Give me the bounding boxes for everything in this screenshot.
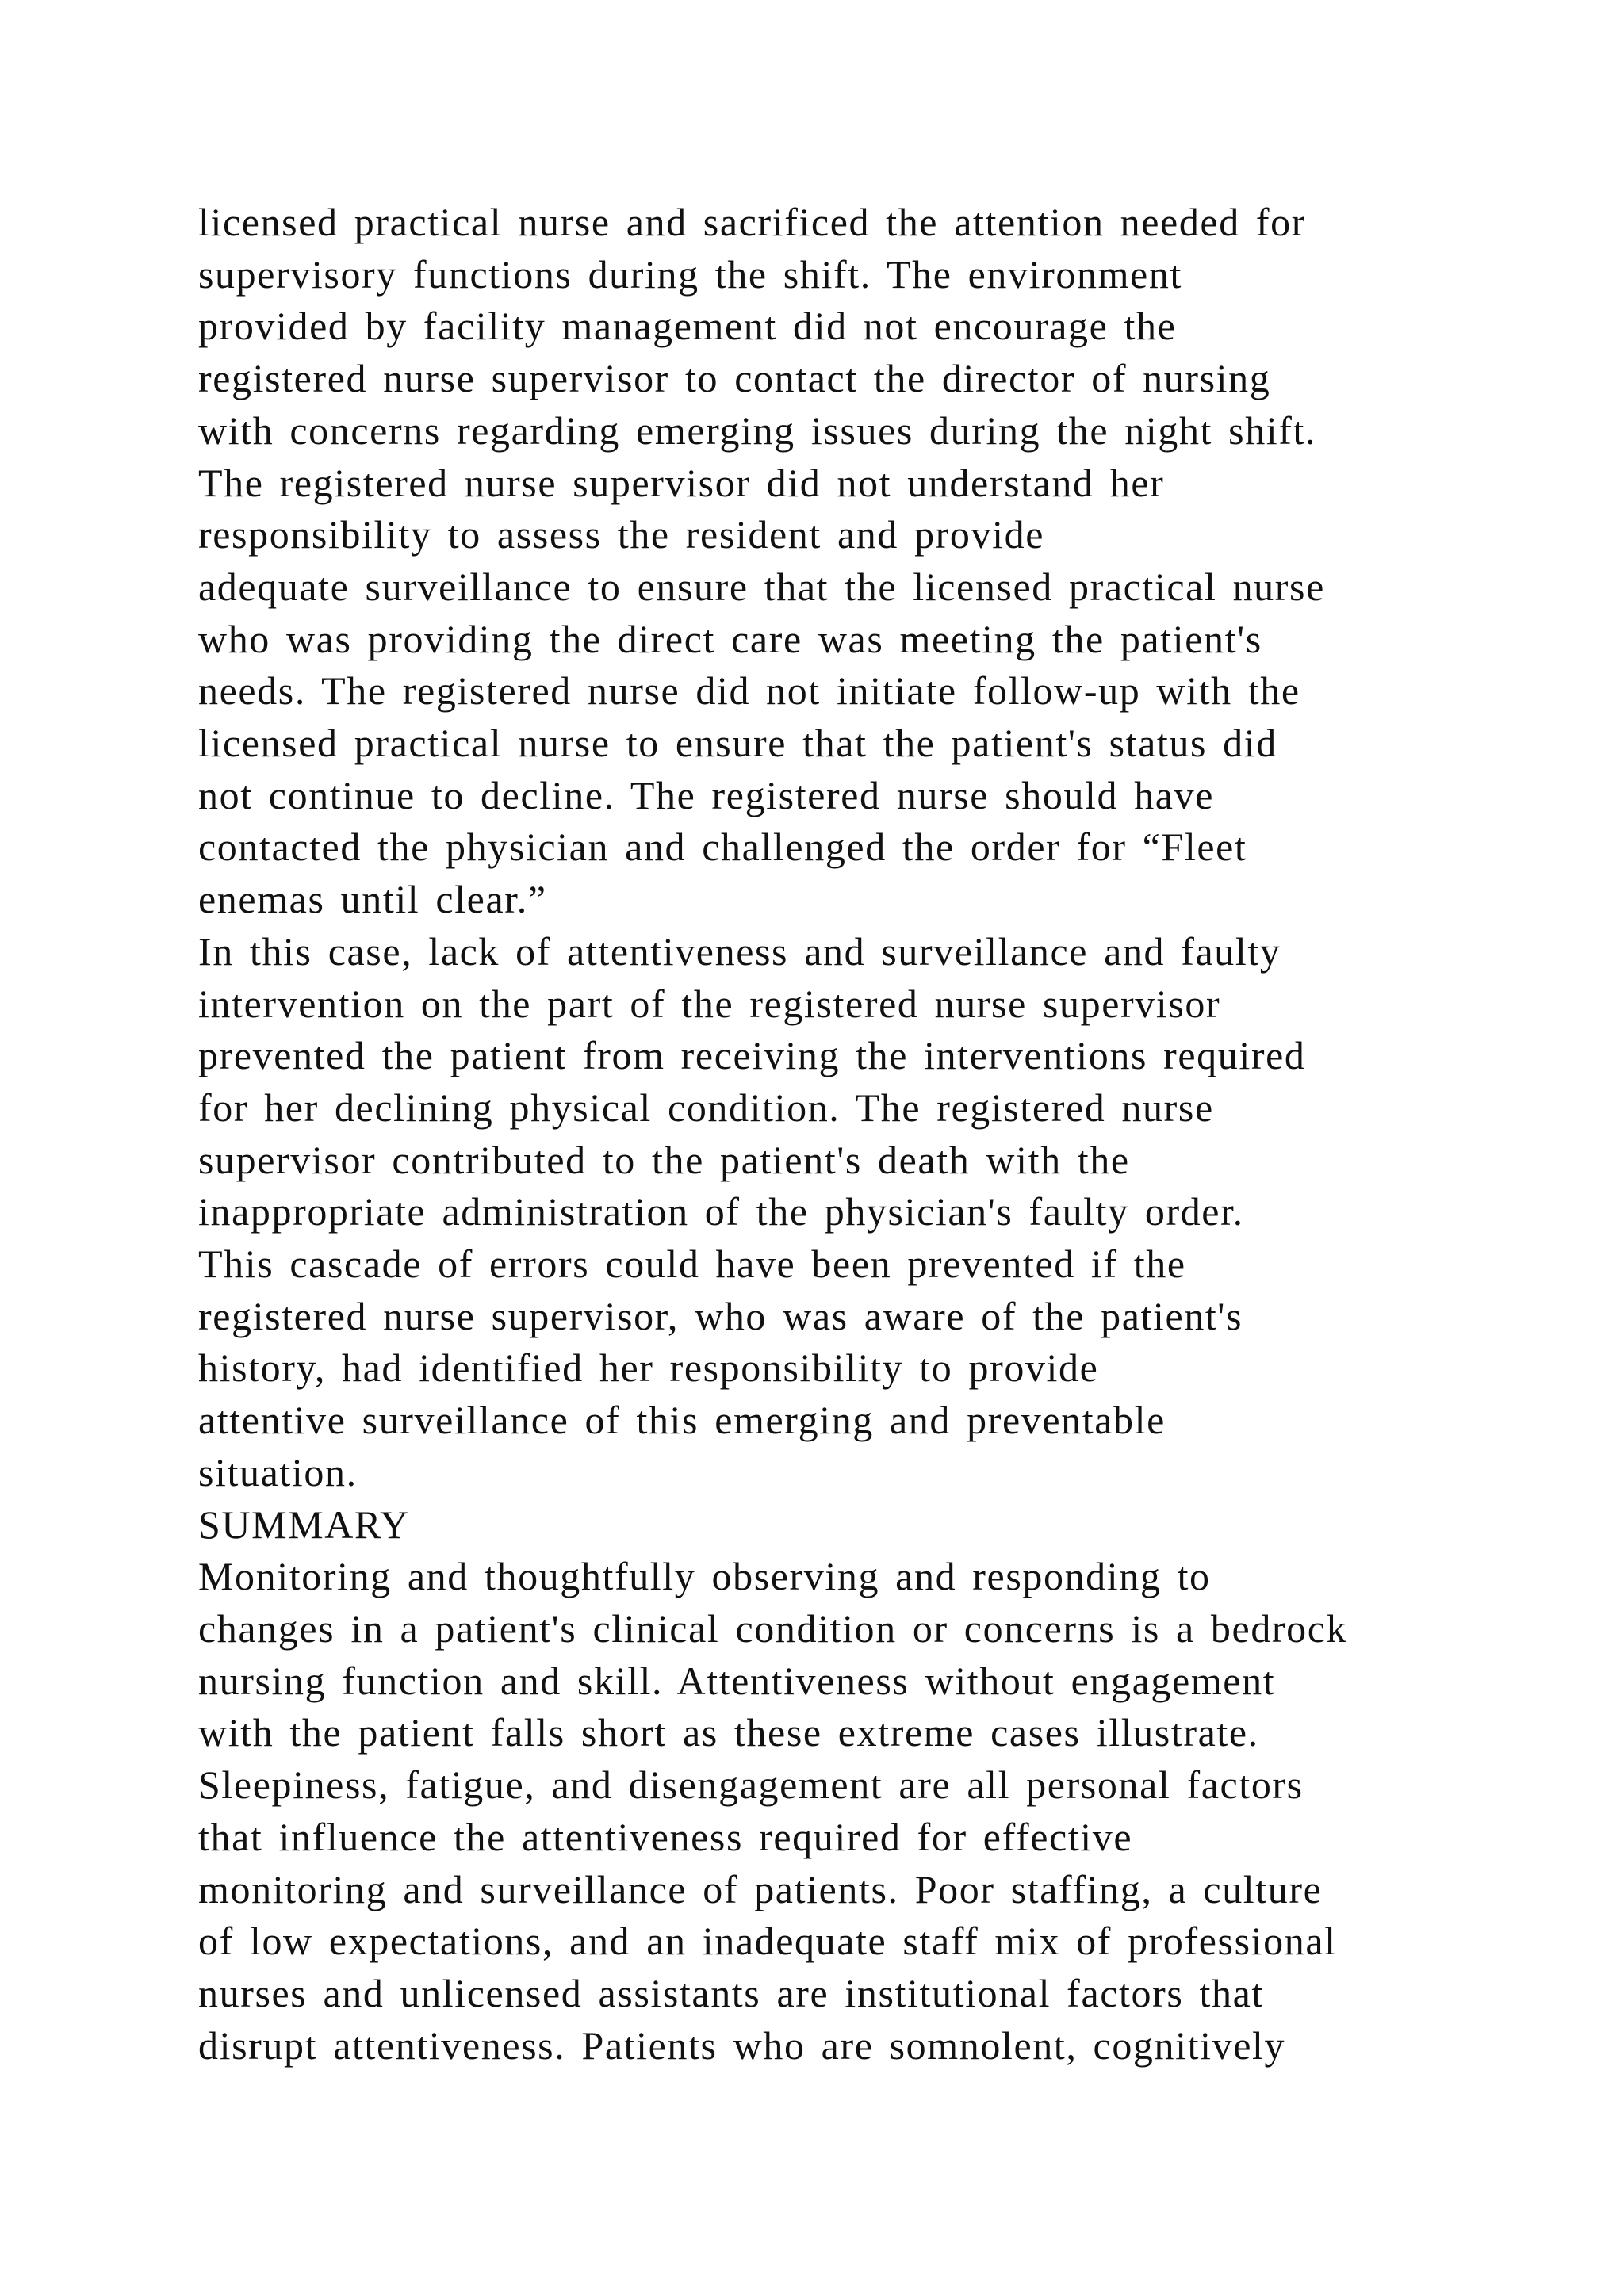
text-line: for her declining physical condition. The registered nurse [198,1085,1214,1130]
text-line: who was providing the direct care was meeting the patient's [198,616,1262,661]
text-line: intervention on the part of the registered nurse supervisor [198,981,1221,1026]
text-line: disrupt attentiveness. Patients who are somnolent, cognitively [198,2022,1286,2068]
text-line: needs. The registered nurse did not initiate follow-up with the [198,668,1300,714]
section-heading: SUMMARY [198,1502,410,1547]
text-line: In this case, lack of attentiveness and surveillance and faulty [198,928,1281,974]
text-line: that influence the attentiveness required for effective [198,1814,1133,1859]
text-line: situation. [198,1449,358,1494]
text-line: Monitoring and thoughtfully observing and responding to [198,1554,1211,1599]
text-line: The registered nurse supervisor did not understand her [198,460,1165,505]
text-line: supervisor contributed to the patient's death with the [198,1137,1130,1182]
text-line: provided by facility management did not encourage the [198,304,1177,349]
text-line: registered nurse supervisor to contact the director of nursing [198,356,1271,401]
text-line: prevented the patient from receiving the interventions required [198,1033,1306,1078]
text-line: inappropriate administration of the physician's faulty order. [198,1189,1244,1234]
text-line: nurses and unlicensed assistants are institutional factors that [198,1970,1264,2015]
text-line: responsibility to assess the resident and provide [198,512,1045,557]
text-line: Sleepiness, fatigue, and disengagement are all personal factors [198,1762,1304,1808]
body-text [198,197,1546,2072]
text-line: not continue to decline. The registered nurse should have [198,772,1214,817]
text-line: enemas until clear.” [198,877,547,922]
text-line: with the patient falls short as these extreme cases illustrate. [198,1710,1259,1755]
text-line: of low expectations, and an inadequate staff mix of professional [198,1919,1337,1964]
text-line: changes in a patient's clinical condition or concerns is a bedrock [198,1605,1348,1651]
text-line: history, had identified her responsibility to provide [198,1345,1099,1391]
text-line: This cascade of errors could have been prevented if the [198,1242,1186,1287]
text-line: licensed practical nurse and sacrificed the attention needed for [198,200,1307,244]
text-line: contacted the physician and challenged the order for “Fleet [198,825,1247,870]
text-line: licensed practical nurse to ensure that the patient's status did [198,721,1277,766]
text-line: attentive surveillance of this emerging and preventable [198,1398,1166,1443]
text-line: supervisory functions during the shift. The environment [198,251,1182,297]
text-line: nursing function and skill. Attentiveness without engagement [198,1658,1276,1703]
text-line: adequate surveillance to ensure that the licensed practical nurse [198,564,1325,609]
text-line: with concerns regarding emerging issues during the night shift. [198,408,1317,453]
text-line: monitoring and surveillance of patients. Poor staffing, a culture [198,1866,1323,1911]
text-line: registered nurse supervisor, who was aware of the patient's [198,1293,1243,1338]
